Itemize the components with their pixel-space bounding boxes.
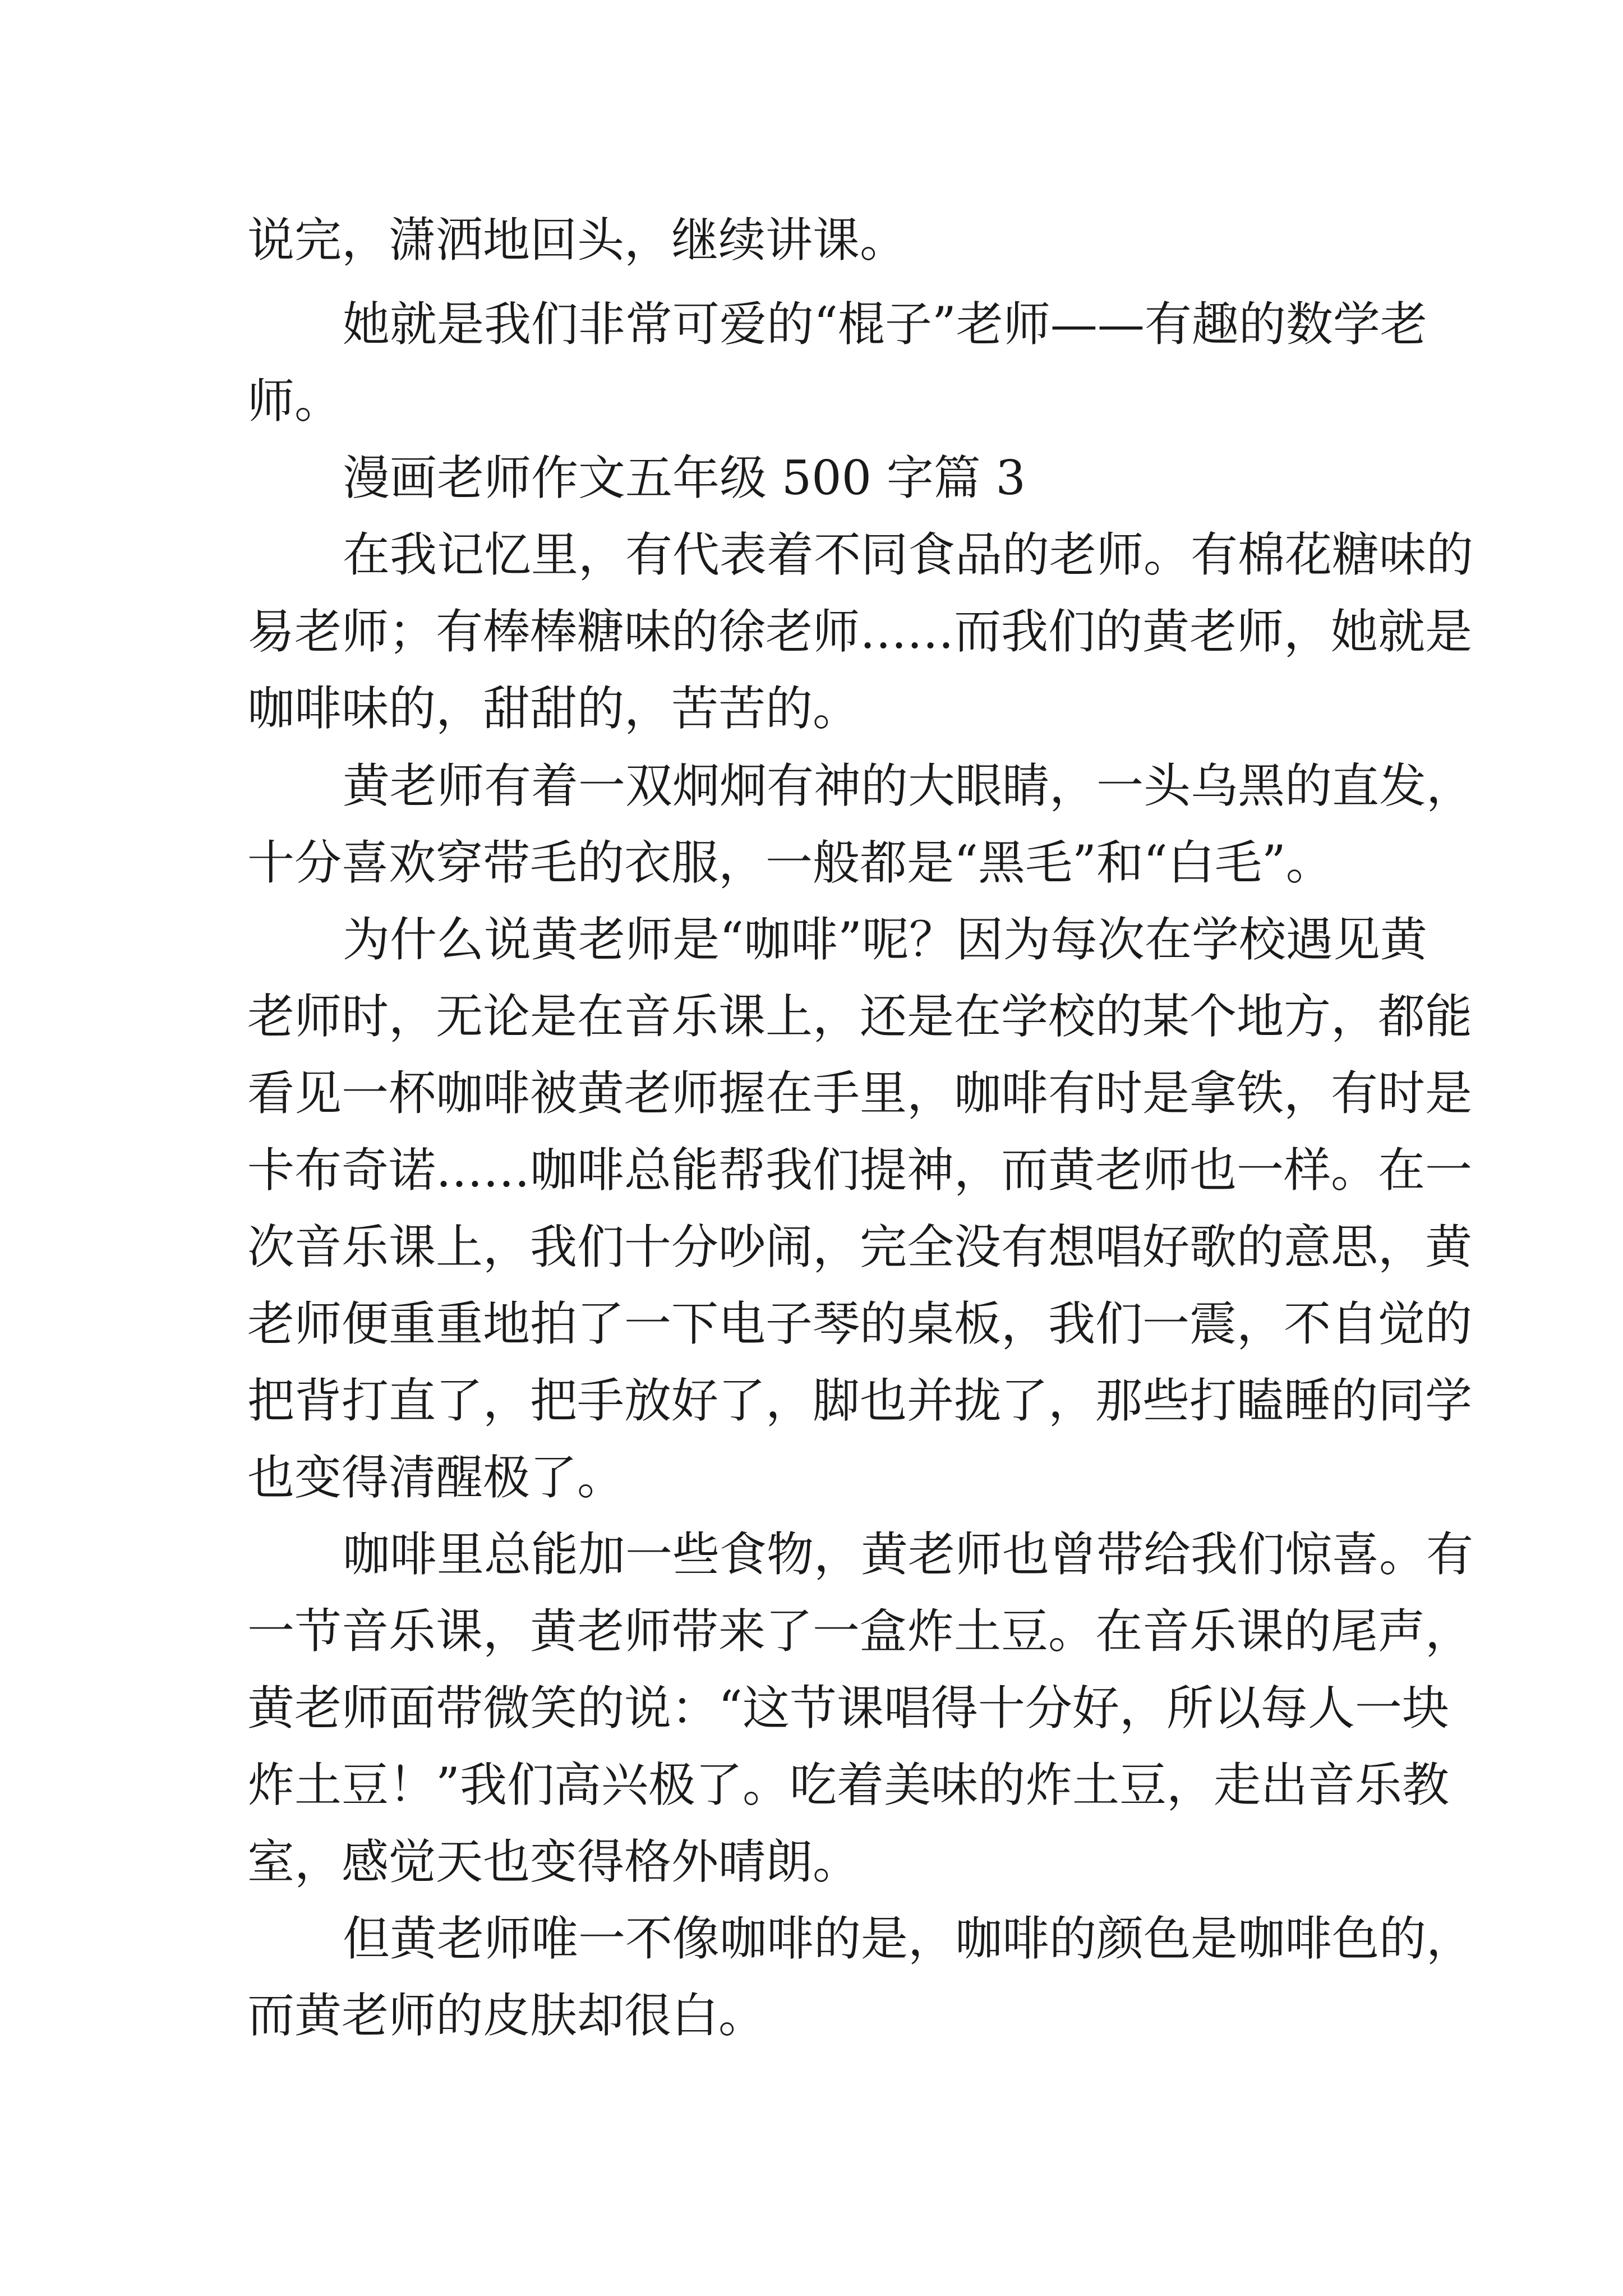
paragraph-line: 师。 — [247, 374, 342, 429]
paragraph-line: 把背打直了，把手放好了，脚也并拢了，那些打瞌睡的同学 — [247, 1373, 1473, 1428]
paragraph-line: 卡布奇诺……咖啡总能帮我们提神，而黄老师也一样。在一 — [247, 1143, 1473, 1198]
paragraph-line: 看见一杯咖啡被黄老师握在手里，咖啡有时是拿铁，有时是 — [247, 1066, 1473, 1121]
paragraph-line: 在我记忆里，有代表着不同食品的老师。有棉花糖味的 — [343, 527, 1474, 582]
paragraph-line: 她就是我们非常可爱的“棍子”老师——有趣的数学老 — [343, 297, 1427, 352]
paragraph-line: 次音乐课上，我们十分吵闹，完全没有想唱好歌的意思，黄 — [247, 1220, 1473, 1274]
paragraph-line: 咖啡里总能加一些食物，黄老师也曾带给我们惊喜。有 — [343, 1527, 1474, 1582]
paragraph-line: 十分喜欢穿带毛的衣服，一般都是“黑毛”和“白毛”。 — [247, 835, 1333, 890]
paragraph-line: 而黄老师的皮肤却很白。 — [247, 1988, 766, 2043]
paragraph-line: 为什么说黄老师是“咖啡”呢？因为每次在学校遇见黄 — [343, 912, 1427, 967]
paragraph-line: 黄老师有着一双炯炯有神的大眼睛，一头乌黑的直发， — [343, 758, 1474, 813]
paragraph-line: 室，感觉天也变得格外晴朗。 — [247, 1834, 860, 1889]
paragraph-line: 黄老师面带微笑的说：“这节课唱得十分好，所以每人一块 — [247, 1681, 1449, 1736]
paragraph-line: 咖啡味的，甜甜的，苦苦的。 — [247, 681, 860, 736]
paragraph-line: 一节音乐课，黄老师带来了一盒炸土豆。在音乐课的尾声， — [247, 1604, 1473, 1659]
paragraph-line: 炸土豆！”我们高兴极了。吃着美味的炸土豆，走出音乐教 — [247, 1757, 1449, 1812]
paragraph-line: 但黄老师唯一不像咖啡的是，咖啡的颜色是咖啡色的， — [343, 1911, 1474, 1966]
paragraph-line: 易老师；有棒棒糖味的徐老师……而我们的黄老师，她就是 — [247, 604, 1473, 659]
paragraph-line: 说完，潇洒地回头，继续讲课。 — [247, 213, 907, 268]
paragraph-line: 老师便重重地拍了一下电子琴的桌板，我们一震，不自觉的 — [247, 1296, 1473, 1351]
paragraph-line: 也变得清醒极了。 — [247, 1450, 625, 1505]
section-heading: 漫画老师作文五年级 500 字篇 3 — [343, 450, 1026, 505]
paragraph-line: 老师时，无论是在音乐课上，还是在学校的某个地方，都能 — [247, 989, 1473, 1044]
